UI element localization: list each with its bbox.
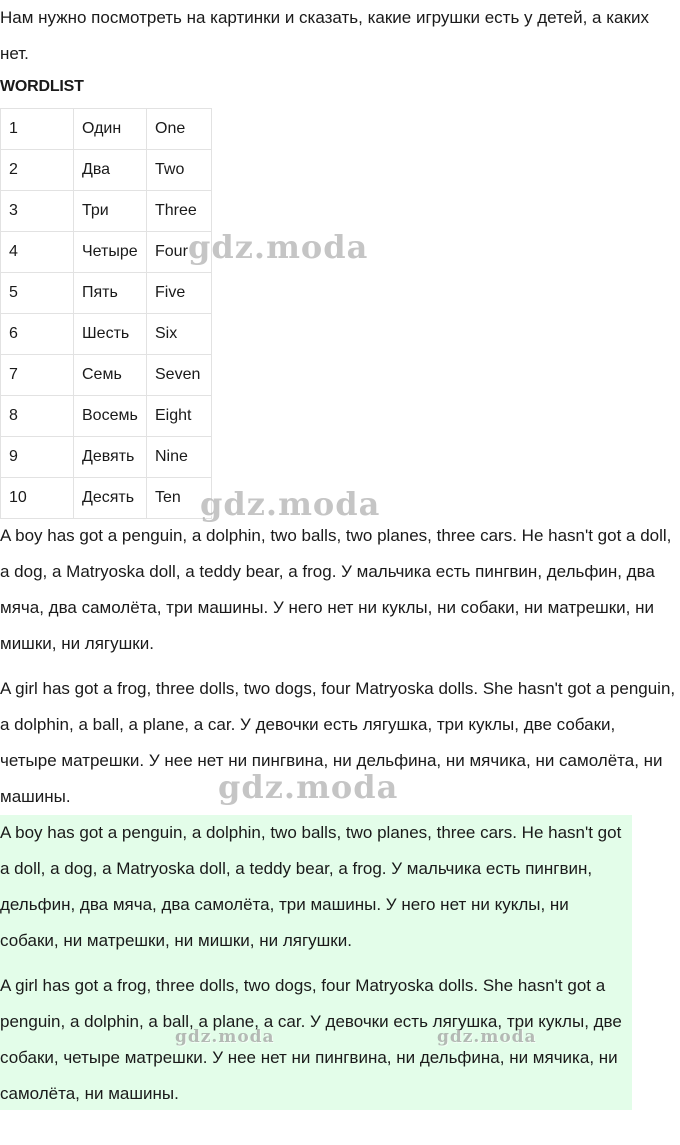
watermark: gdz.moda xyxy=(188,228,369,266)
answer-girl-paragraph: A girl has got a frog, three dolls, two dogs, four Matryoska dolls. She hasn't got a penguin, a dolphin, a ball, a plane, a car. У девочки есть лягушка, три куклы, две собаки, четыре матрешки. У нее нет ни пингвина, ни дельфина, ни мячика, ни самолёта, ни машины. xyxy=(0,976,622,1103)
word-english: One xyxy=(147,109,212,150)
table-row xyxy=(1,191,212,232)
girl-paragraph: A girl has got a frog, three dolls, two dogs, four Matryoska dolls. She hasn't got a penguin, a dolphin, a ball, a plane, a car. У девочки есть лягушка, три куклы, две собаки, четыре матрешки. У нее нет ни пингвина, ни дельфина, ни мячика, ни самолёта, ни машины. xyxy=(0,679,676,806)
word-russian: Два xyxy=(74,150,147,191)
word-number: 5 xyxy=(1,273,74,314)
word-russian: Восемь xyxy=(74,396,147,437)
intro-text: Нам нужно посмотреть на картинки и сказать, какие игрушки есть у детей, а каких нет. xyxy=(0,8,649,63)
word-number: 3 xyxy=(1,191,74,232)
watermark: gdz.moda xyxy=(175,1027,275,1047)
word-english: Nine xyxy=(147,437,212,478)
table-row xyxy=(1,396,212,437)
watermark: gdz.moda xyxy=(218,768,399,806)
word-number: 9 xyxy=(1,437,74,478)
watermark: gdz.moda xyxy=(437,1027,537,1047)
word-number: 6 xyxy=(1,314,74,355)
word-number: 4 xyxy=(1,232,74,273)
wordlist-table xyxy=(0,108,212,519)
word-russian: Один xyxy=(74,109,147,150)
word-english: Two xyxy=(147,150,212,191)
table-row xyxy=(1,273,212,314)
word-number: 10 xyxy=(1,478,74,519)
table-row xyxy=(1,109,212,150)
watermark: gdz.moda xyxy=(200,485,381,523)
word-russian: Шесть xyxy=(74,314,147,355)
word-english: Five xyxy=(147,273,212,314)
word-russian: Пять xyxy=(74,273,147,314)
word-english: Eight xyxy=(147,396,212,437)
table-row xyxy=(1,150,212,191)
word-english: Four xyxy=(147,232,212,273)
word-russian: Девять xyxy=(74,437,147,478)
word-english: Ten xyxy=(147,478,212,519)
boy-paragraph: A boy has got a penguin, a dolphin, two balls, two planes, three cars. He hasn't got a doll, a dog, a Matryoska doll, a teddy bear, a frog. У мальчика есть пингвин, дельфин, два мяча, два самолёта, три машины. У него нет ни куклы, ни собаки, ни матрешки, ни мишки, ни лягушки. xyxy=(0,526,672,653)
wordlist-heading: WORDLIST xyxy=(0,78,84,95)
table-row xyxy=(1,314,212,355)
word-number: 7 xyxy=(1,355,74,396)
word-english: Seven xyxy=(147,355,212,396)
word-russian: Десять xyxy=(74,478,147,519)
word-number: 2 xyxy=(1,150,74,191)
word-number: 1 xyxy=(1,109,74,150)
answer-boy-paragraph: A boy has got a penguin, a dolphin, two balls, two planes, three cars. He hasn't got a doll, a dog, a Matryoska doll, a teddy bear, a frog. У мальчика есть пингвин, дельфин, два мяча, два самолёта, три машины. У него нет ни куклы, ни собаки, ни матрешки, ни мишки, ни лягушки. xyxy=(0,823,622,950)
word-english: Three xyxy=(147,191,212,232)
word-number: 8 xyxy=(1,396,74,437)
table-row xyxy=(1,437,212,478)
word-russian: Семь xyxy=(74,355,147,396)
word-russian: Три xyxy=(74,191,147,232)
word-english: Six xyxy=(147,314,212,355)
word-russian: Четыре xyxy=(74,232,147,273)
table-row xyxy=(1,232,212,273)
answer-box xyxy=(0,815,632,1110)
table-row xyxy=(1,355,212,396)
table-row xyxy=(1,478,212,519)
